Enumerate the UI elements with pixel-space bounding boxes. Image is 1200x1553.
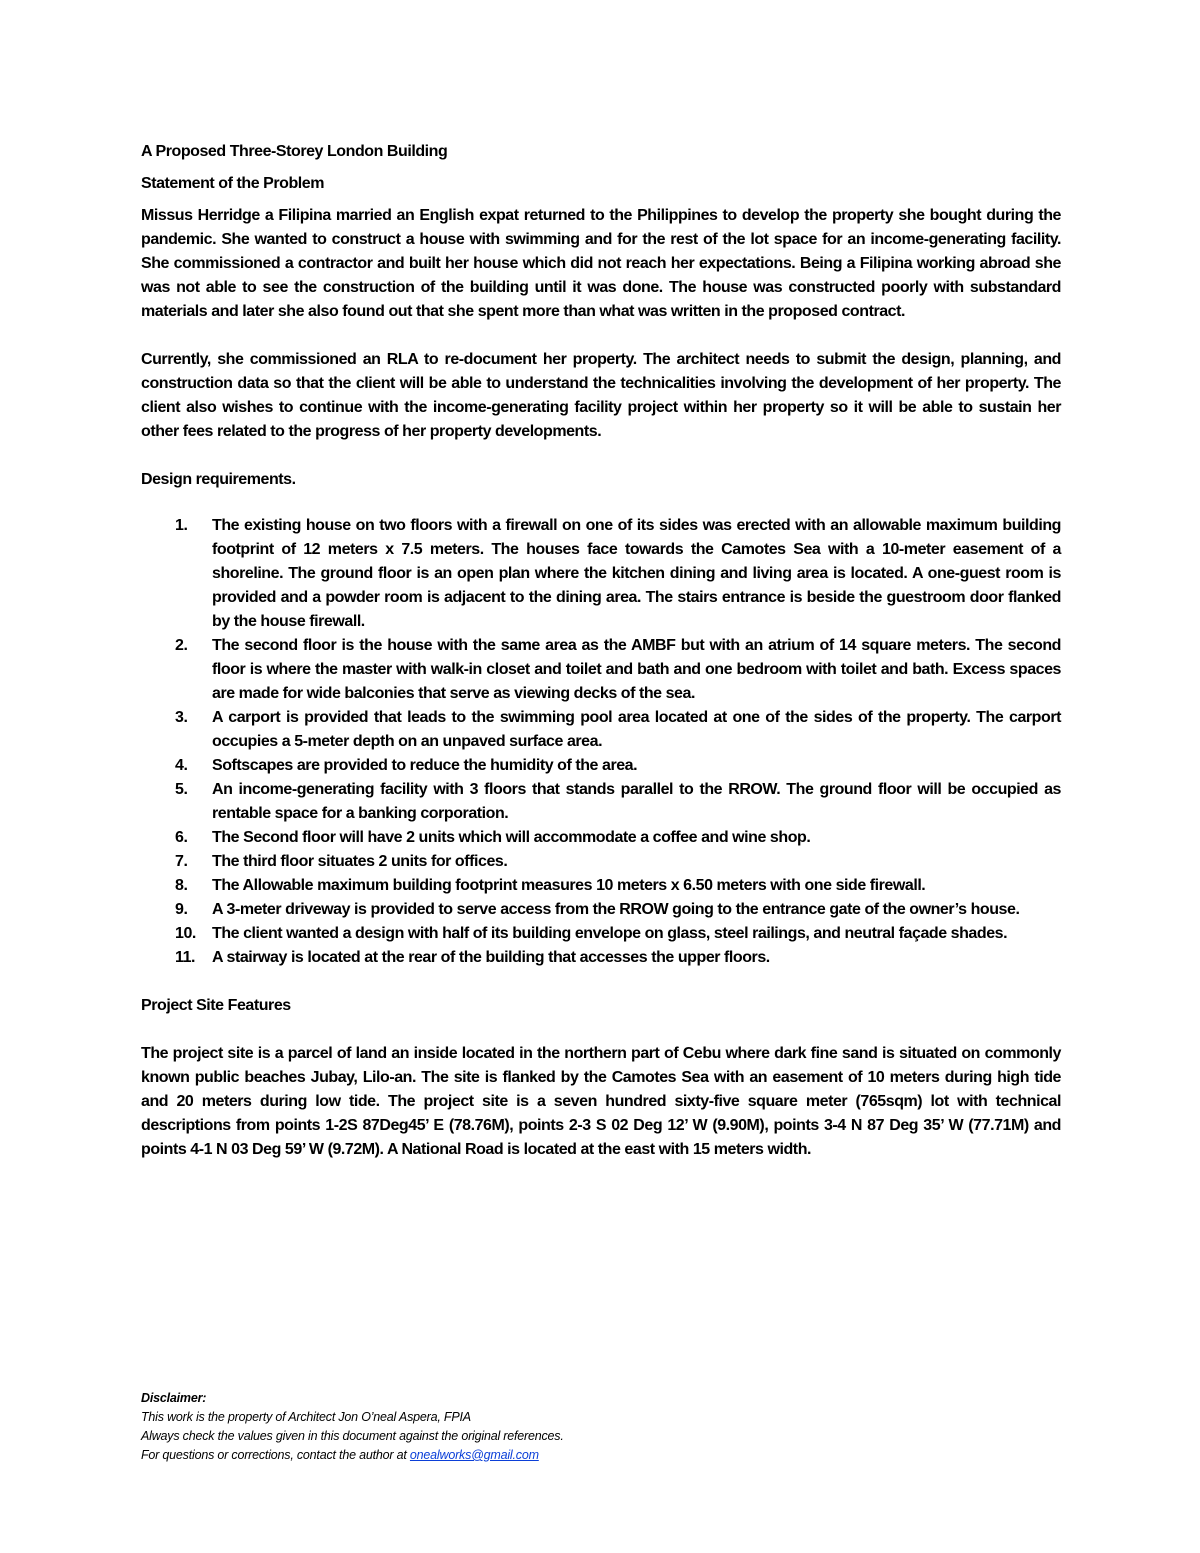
list-item-number: 9.	[175, 901, 188, 918]
list-item	[141, 634, 1061, 706]
list-item	[141, 706, 1061, 754]
disclaimer	[141, 1389, 1041, 1465]
list-item-number: 7.	[175, 853, 188, 870]
list-item-text: An income-generating facility with 3 floors that stands parallel to the RROW. The ground floor will be occupied as rentable space for a banking corporation.	[212, 781, 1061, 822]
list-item-number: 8.	[175, 877, 188, 894]
list-item-number: 2.	[175, 637, 188, 654]
list-item-text: The Allowable maximum building footprint measures 10 meters x 6.50 meters with one side firewall.	[212, 877, 926, 894]
list-item	[141, 778, 1061, 826]
list-item	[141, 850, 1061, 874]
list-item-number: 3.	[175, 709, 188, 726]
list-item	[141, 826, 1061, 850]
list-item-number: 1.	[175, 517, 188, 534]
problem-paragraph-1: Missus Herridge a Filipina married an English expat returned to the Philippines to develop the property she bought during the pandemic. She wanted to construct a house with swimming and for the rest of the lot space for an income-generating facility. She commissioned a contractor and built her house which did not reach her expectations. Being a Filipina working abroad she was not able to see the construction of the building until it was done. The house was constructed poorly with substandard materials and later she also found out that she spent more than what was written in the proposed contract.	[141, 207, 1061, 320]
list-item	[141, 922, 1061, 946]
list-item-text: A 3-meter driveway is provided to serve access from the RROW going to the entrance gate of the owner’s house.	[212, 901, 1020, 918]
disclaimer-line-1: This work is the property of Architect Jon O’neal Aspera, FPIA	[141, 1410, 471, 1424]
problem-heading: Statement of the Problem	[141, 175, 325, 192]
disclaimer-line-3-text: For questions or corrections, contact the author at	[141, 1448, 410, 1462]
list-item-text: The existing house on two floors with a firewall on one of its sides was erected with an allowable maximum building footprint of 12 meters x 7.5 meters. The houses face towards the Camotes Sea with a 10-meter easement of a shoreline. The ground floor is an open plan where the kitchen dining and living area is located. A one-guest room is provided and a powder room is adjacent to the dining area. The stairs entrance is beside the guestroom door flanked by the house firewall.	[212, 517, 1061, 630]
list-item-number: 5.	[175, 781, 188, 798]
list-item-text: The client wanted a design with half of its building envelope on glass, steel railings, and neutral façade shades.	[212, 925, 1008, 942]
disclaimer-line-2: Always check the values given in this document against the original references.	[141, 1429, 564, 1443]
list-item-text: The second floor is the house with the same area as the AMBF but with an atrium of 14 square meters. The second floor is where the master with walk-in closet and toilet and bath and one bedroom with toilet and bath. Excess spaces are made for wide balconies that serve as viewing decks of the sea.	[212, 637, 1061, 702]
list-item-text: A carport is provided that leads to the swimming pool area located at one of the sides of the property. The carport occupies a 5-meter depth on an unpaved surface area.	[212, 709, 1061, 750]
site-features-paragraph: The project site is a parcel of land an inside located in the northern part of Cebu where dark fine sand is situated on commonly known public beaches Jubay, Lilo-an. The site is flanked by the Camotes Sea with an easement of 10 meters during high tide and 20 meters during low tide. The project site is a seven hundred sixty-five square meter (765sqm) lot with technical descriptions from points 1-2S 87Deg45’ E (78.76M), points 2-3 S 02 Deg 12’ W (9.90M), points 3-4 N 87 Deg 35’ W (77.71M) and points 4-1 N 03 Deg 59’ W (9.72M). A National Road is located at the east with 15 meters width.	[141, 1045, 1061, 1158]
design-requirements-heading: Design requirements.	[141, 471, 296, 488]
site-features-heading: Project Site Features	[141, 997, 291, 1014]
list-item	[141, 514, 1061, 634]
list-item-number: 6.	[175, 829, 188, 846]
list-item	[141, 898, 1061, 922]
list-item-text: A stairway is located at the rear of the building that accesses the upper floors.	[212, 949, 770, 966]
list-item-text: The third floor situates 2 units for offices.	[212, 853, 508, 870]
document-title: A Proposed Three-Storey London Building	[141, 143, 448, 160]
list-item	[141, 754, 1061, 778]
list-item	[141, 946, 1061, 970]
problem-paragraph-2: Currently, she commissioned an RLA to re-document her property. The architect needs to submit the design, planning, and construction data so that the client will be able to understand the technicalities involving the development of her property. The client also wishes to continue with the income-generating facility project within her property so it will be able to sustain her other fees related to the progress of her property developments.	[141, 351, 1061, 440]
disclaimer-label: Disclaimer:	[141, 1391, 207, 1405]
list-item-number: 10.	[175, 925, 196, 942]
list-item-number: 4.	[175, 757, 188, 774]
author-email-link[interactable]: onealworks@gmail.com	[409, 1448, 539, 1462]
list-item-text: The Second floor will have 2 units which will accommodate a coffee and wine shop.	[212, 829, 811, 846]
list-item-text: Softscapes are provided to reduce the humidity of the area.	[212, 757, 638, 774]
document-body	[141, 140, 1061, 1162]
design-requirements-list	[141, 514, 1061, 970]
list-item-number: 11.	[175, 949, 196, 966]
list-item	[141, 874, 1061, 898]
disclaimer-line-3	[141, 1446, 1041, 1465]
